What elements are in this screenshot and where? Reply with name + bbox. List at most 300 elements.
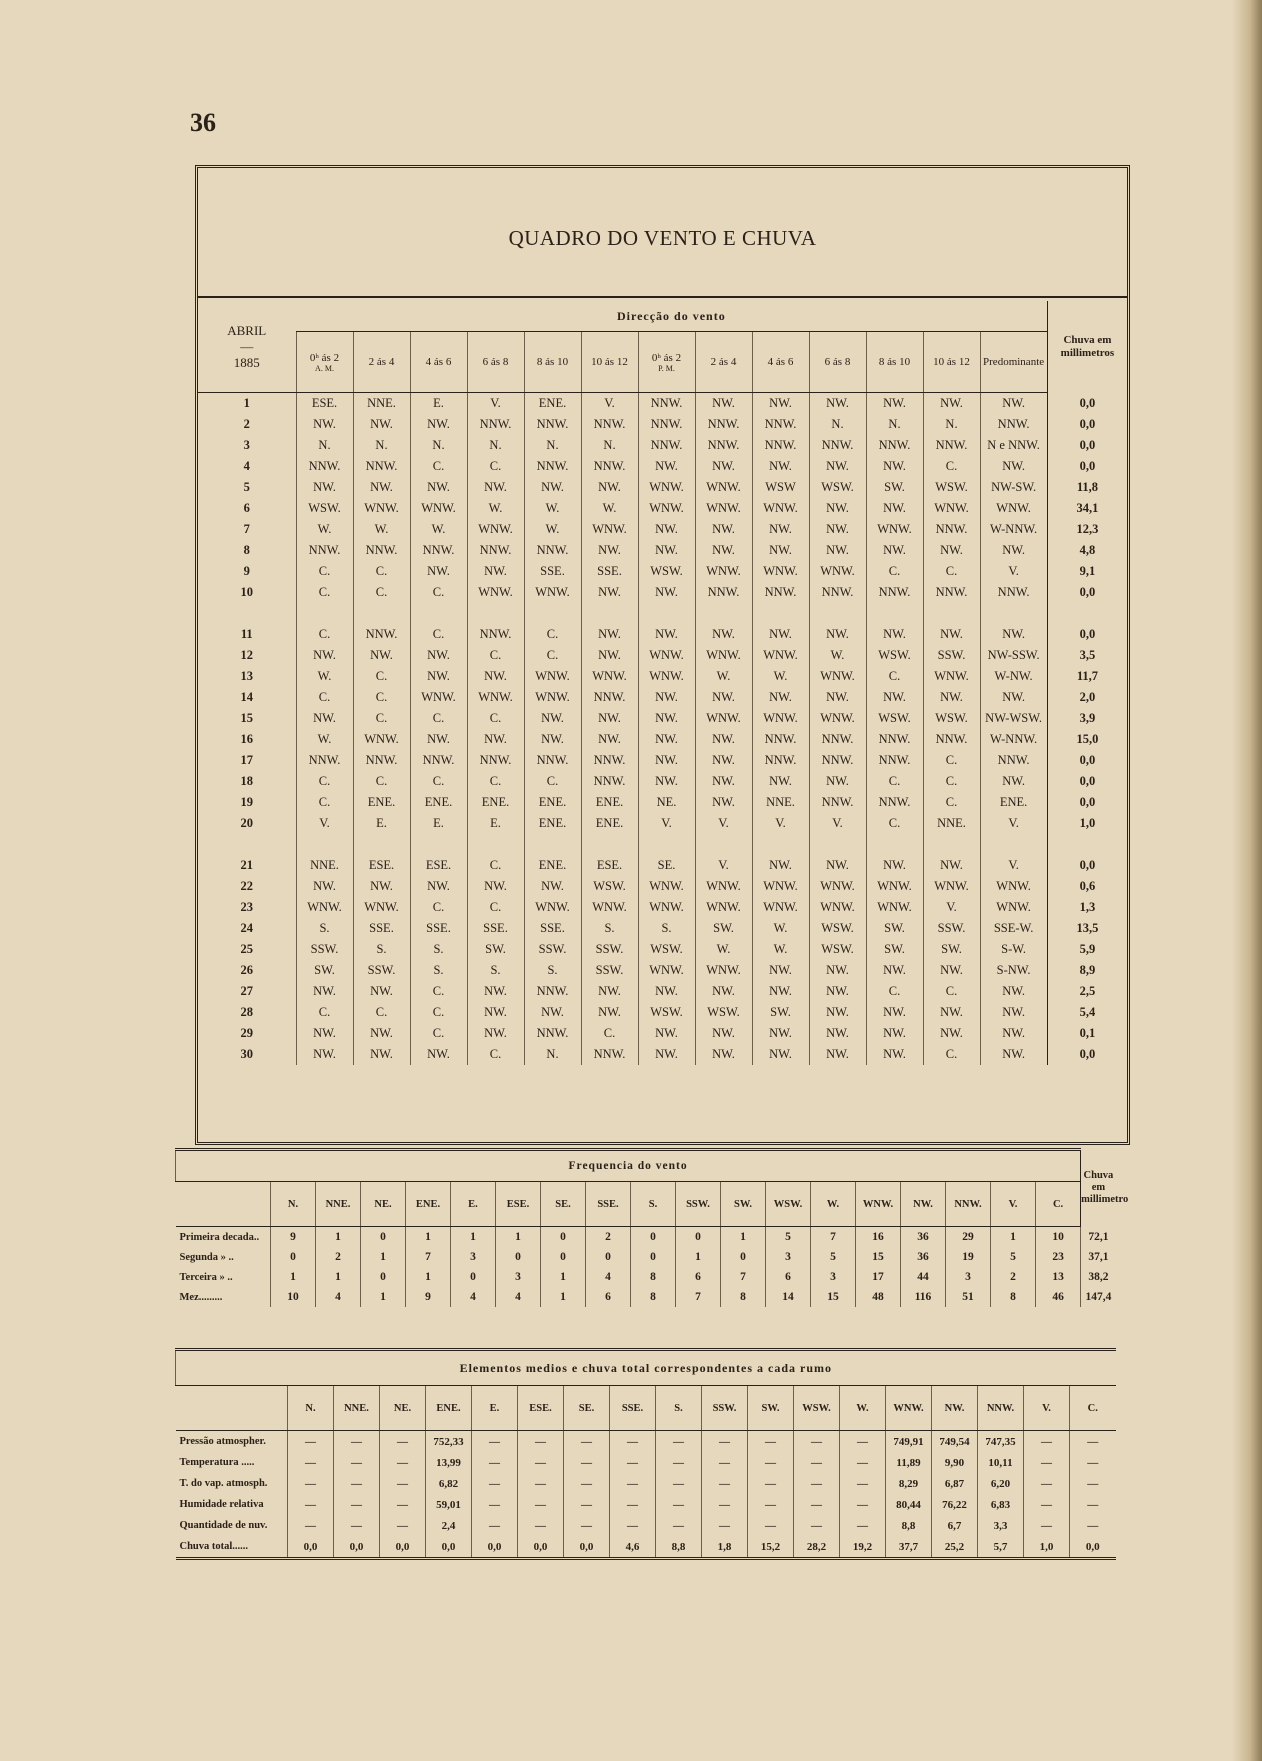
wind-cell: WNW.: [866, 876, 923, 897]
wind-cell: W.: [353, 519, 410, 540]
wind-cell: WSW.: [809, 477, 866, 498]
element-cell: —: [840, 1473, 886, 1494]
wind-cell: W.: [524, 519, 581, 540]
wind-cell: WNW.: [809, 876, 866, 897]
element-cell: 0,0: [472, 1536, 518, 1559]
frequency-cell: 1: [271, 1267, 316, 1287]
wind-cell: NW.: [695, 1023, 752, 1044]
wind-cell: NNW.: [638, 435, 695, 456]
element-cell: 80,44: [886, 1494, 932, 1515]
element-cell: 0,0: [564, 1536, 610, 1559]
wind-cell: C.: [467, 456, 524, 477]
wind-cell: S.: [410, 960, 467, 981]
frequency-cell: 3: [766, 1247, 811, 1267]
element-cell: —: [380, 1515, 426, 1536]
wind-cell: WNW.: [467, 519, 524, 540]
wind-cell: C.: [353, 582, 410, 603]
day-number: 5: [243, 480, 250, 494]
wind-cell: NW.: [467, 561, 524, 582]
frequency-cell: 9: [406, 1287, 451, 1307]
direction-header: SE.: [541, 1182, 586, 1227]
predominant-cell: NW.: [980, 771, 1047, 792]
wind-cell: NW.: [638, 981, 695, 1002]
wind-cell: C.: [353, 708, 410, 729]
direction-group-header: Direcção do vento: [296, 301, 1047, 332]
wind-cell: NW.: [410, 477, 467, 498]
rain-value: 3,9: [1047, 708, 1127, 729]
wind-cell: NW.: [866, 687, 923, 708]
frequency-cell: 19: [946, 1247, 991, 1267]
wind-cell: ENE.: [353, 792, 410, 813]
elements-group-header: Elementos medios e chuva total correspondentes a cada rumo: [176, 1350, 1116, 1386]
element-cell: —: [334, 1431, 380, 1453]
wind-cell: NW.: [809, 1002, 866, 1023]
wind-cell: WNW.: [638, 960, 695, 981]
element-cell: —: [380, 1473, 426, 1494]
frequency-cell: 1: [541, 1267, 586, 1287]
frequency-cell: 1: [451, 1227, 496, 1248]
table-row: [176, 1536, 1116, 1559]
wind-cell: NW.: [467, 477, 524, 498]
wind-cell: NW.: [752, 981, 809, 1002]
element-cell: 0,0: [334, 1536, 380, 1559]
element-cell: —: [840, 1452, 886, 1473]
predominant-cell: NW.: [980, 456, 1047, 477]
frequency-cell: 13: [1036, 1267, 1081, 1287]
column-label: 4 ás 6: [425, 356, 452, 368]
row-label: Pressão atmospher.: [179, 1436, 266, 1447]
day-number: 1: [243, 396, 250, 410]
page-title: QUADRO DO VENTO E CHUVA: [508, 226, 817, 250]
element-cell: —: [610, 1452, 656, 1473]
wind-cell: NW.: [353, 876, 410, 897]
wind-cell: N.: [581, 435, 638, 456]
table-row: [176, 1431, 1116, 1453]
wind-cell: W.: [410, 519, 467, 540]
element-cell: —: [1024, 1494, 1070, 1515]
element-cell: —: [472, 1494, 518, 1515]
element-cell: 2,4: [426, 1515, 472, 1536]
wind-cell: WNW.: [809, 708, 866, 729]
wind-cell: SSE.: [467, 918, 524, 939]
blank-header: [176, 1182, 271, 1227]
predominant-cell: NW.: [980, 624, 1047, 645]
gap-cell: [581, 834, 638, 855]
element-cell: 19,2: [840, 1536, 886, 1559]
wind-cell: N.: [296, 435, 353, 456]
wind-cell: NW.: [581, 1002, 638, 1023]
gap-cell: [581, 603, 638, 624]
wind-cell: W.: [524, 498, 581, 519]
wind-cell: WNW.: [353, 498, 410, 519]
element-cell: 0,0: [380, 1536, 426, 1559]
wind-cell: WNW.: [353, 897, 410, 918]
frequency-group-header: Frequencia do vento: [176, 1150, 1081, 1182]
wind-cell: C.: [410, 1002, 467, 1023]
wind-cell: WNW.: [638, 645, 695, 666]
element-cell: —: [288, 1452, 334, 1473]
wind-cell: NW.: [923, 855, 980, 876]
predominant-cell: V.: [980, 813, 1047, 834]
direction-header: WNW.: [886, 1386, 932, 1431]
frequency-cell: 6: [766, 1267, 811, 1287]
wind-cell: WSW.: [923, 477, 980, 498]
wind-cell: C.: [866, 813, 923, 834]
day-number: 7: [243, 522, 250, 536]
wind-cell: NW.: [695, 456, 752, 477]
wind-cell: NNW.: [923, 729, 980, 750]
wind-cell: NW.: [638, 1044, 695, 1065]
frequency-cell: 6: [676, 1267, 721, 1287]
element-cell: 11,89: [886, 1452, 932, 1473]
wind-cell: NNE.: [353, 393, 410, 415]
element-cell: —: [1070, 1515, 1116, 1536]
frequency-cell: 5: [991, 1247, 1036, 1267]
wind-cell: NW.: [866, 1023, 923, 1044]
wind-cell: NNW.: [467, 540, 524, 561]
wind-cell: NW.: [410, 876, 467, 897]
element-cell: —: [1024, 1515, 1070, 1536]
direction-header: SSW.: [676, 1182, 721, 1227]
frequency-cell: 0: [361, 1267, 406, 1287]
wind-cell: NW.: [467, 666, 524, 687]
direction-header: E.: [472, 1386, 518, 1431]
frequency-cell: 44: [901, 1267, 946, 1287]
table-row: [198, 540, 1127, 561]
frequency-cell: 0: [586, 1247, 631, 1267]
wind-cell: S.: [581, 918, 638, 939]
wind-cell: NNW.: [353, 540, 410, 561]
element-cell: —: [380, 1494, 426, 1515]
wind-cell: NW.: [866, 456, 923, 477]
day-number: 12: [240, 648, 253, 662]
wind-cell: NNW.: [581, 1044, 638, 1065]
wind-cell: NNW.: [809, 729, 866, 750]
frequency-cell: 8: [631, 1267, 676, 1287]
wind-cell: ENE.: [524, 393, 581, 415]
direction-header: ESE.: [496, 1182, 541, 1227]
predominant-cell: NW.: [980, 1023, 1047, 1044]
wind-cell: C.: [353, 687, 410, 708]
frequency-cell: 1: [406, 1227, 451, 1248]
frequency-cell: 15: [811, 1287, 856, 1307]
frequency-cell: 1: [361, 1287, 406, 1307]
element-cell: —: [518, 1515, 564, 1536]
wind-cell: NW.: [638, 771, 695, 792]
wind-cell: WNW.: [638, 666, 695, 687]
wind-cell: NW.: [353, 981, 410, 1002]
element-cell: —: [610, 1431, 656, 1453]
decade-gap: [198, 834, 1127, 855]
element-cell: 9,90: [932, 1452, 978, 1473]
table-row: [198, 981, 1127, 1002]
day-number: 20: [240, 816, 253, 830]
wind-cell: NW.: [695, 687, 752, 708]
element-cell: —: [1070, 1431, 1116, 1453]
column-label: 10 ás 12: [591, 356, 628, 368]
wind-cell: N.: [524, 435, 581, 456]
column-header: [866, 332, 923, 393]
frequency-cell: 0: [676, 1227, 721, 1248]
column-header: [695, 332, 752, 393]
wind-cell: NE.: [638, 792, 695, 813]
rain-value: 1,0: [1047, 813, 1127, 834]
column-label: 6 ás 8: [482, 356, 509, 368]
direction-header: C.: [1070, 1386, 1116, 1431]
wind-cell: NNW.: [581, 750, 638, 771]
wind-cell: NW.: [296, 981, 353, 1002]
wind-cell: WNW.: [524, 582, 581, 603]
element-cell: —: [1024, 1473, 1070, 1494]
frequency-cell: 2: [316, 1247, 361, 1267]
element-cell: —: [748, 1515, 794, 1536]
direction-header: ENE.: [406, 1182, 451, 1227]
wind-cell: NNW.: [809, 750, 866, 771]
table-row: [198, 414, 1127, 435]
frequency-cell: 23: [1036, 1247, 1081, 1267]
wind-cell: S.: [410, 939, 467, 960]
frequency-cell: 3: [811, 1267, 856, 1287]
wind-cell: NW.: [695, 750, 752, 771]
day-number: 29: [240, 1026, 253, 1040]
wind-cell: WNW.: [923, 876, 980, 897]
wind-cell: C.: [923, 1044, 980, 1065]
column-header: [581, 332, 638, 393]
wind-cell: NW.: [638, 1023, 695, 1044]
wind-cell: E.: [410, 813, 467, 834]
predominant-cell: NW-WSW.: [980, 708, 1047, 729]
wind-cell: WSW.: [695, 1002, 752, 1023]
wind-cell: WNW.: [923, 498, 980, 519]
wind-cell: NW.: [809, 687, 866, 708]
wind-cell: WSW.: [638, 561, 695, 582]
element-cell: —: [334, 1473, 380, 1494]
direction-header: NW.: [932, 1386, 978, 1431]
wind-cell: NNW.: [809, 435, 866, 456]
day-number: 3: [243, 438, 250, 452]
predominant-cell: NNW.: [980, 414, 1047, 435]
table-row: [198, 960, 1127, 981]
day-number: 18: [240, 774, 253, 788]
predominant-cell: WNW.: [980, 498, 1047, 519]
wind-cell: ENE.: [581, 813, 638, 834]
frequency-cell: 0: [541, 1227, 586, 1248]
wind-cell: S.: [524, 960, 581, 981]
wind-cell: NNW.: [353, 750, 410, 771]
wind-table-frame: [195, 165, 1130, 1145]
wind-cell: NW.: [695, 393, 752, 415]
frequency-cell: 0: [361, 1227, 406, 1248]
direction-header: E.: [451, 1182, 496, 1227]
column-label: 2 ás 4: [368, 356, 395, 368]
wind-cell: SSW.: [923, 918, 980, 939]
wind-cell: W.: [752, 939, 809, 960]
frequency-cell: 6: [586, 1287, 631, 1307]
wind-cell: NW.: [581, 477, 638, 498]
wind-cell: W.: [695, 939, 752, 960]
table-row: [176, 1494, 1116, 1515]
wind-cell: C.: [410, 456, 467, 477]
frequency-cell: 1: [676, 1247, 721, 1267]
table-row: [198, 393, 1127, 415]
direction-header: N.: [288, 1386, 334, 1431]
rain-value: 5,9: [1047, 939, 1127, 960]
wind-cell: NW.: [695, 519, 752, 540]
element-cell: 0,0: [518, 1536, 564, 1559]
frequency-cell: 29: [946, 1227, 991, 1248]
day-number: 6: [243, 501, 250, 515]
wind-cell: NW.: [752, 855, 809, 876]
wind-cell: SSE.: [410, 918, 467, 939]
wind-cell: C.: [866, 981, 923, 1002]
wind-cell: C.: [353, 666, 410, 687]
wind-cell: NW.: [809, 855, 866, 876]
element-cell: 15,2: [748, 1536, 794, 1559]
wind-cell: NW.: [638, 750, 695, 771]
gap-cell: [980, 834, 1047, 855]
wind-cell: WNW.: [695, 498, 752, 519]
wind-cell: S.: [467, 960, 524, 981]
element-cell: 13,99: [426, 1452, 472, 1473]
rain-value: 0,0: [1047, 456, 1127, 477]
wind-cell: NW.: [866, 1002, 923, 1023]
wind-cell: C.: [410, 582, 467, 603]
wind-cell: C.: [353, 771, 410, 792]
element-cell: —: [748, 1473, 794, 1494]
wind-cell: C.: [923, 771, 980, 792]
element-cell: 4,6: [610, 1536, 656, 1559]
wind-cell: NW.: [353, 1044, 410, 1065]
direction-header: ESE.: [518, 1386, 564, 1431]
wind-cell: C.: [866, 561, 923, 582]
frequency-cell: 1: [406, 1267, 451, 1287]
column-label: 2 ás 4: [710, 356, 737, 368]
wind-cell: SW.: [866, 477, 923, 498]
wind-cell: WNW.: [752, 498, 809, 519]
rain-value: 8,9: [1047, 960, 1127, 981]
table-row: [198, 939, 1127, 960]
wind-cell: NW.: [638, 708, 695, 729]
predominant-cell: N e NNW.: [980, 435, 1047, 456]
element-cell: 8,8: [656, 1536, 702, 1559]
gap-cell: [638, 834, 695, 855]
frequency-cell: 0: [451, 1267, 496, 1287]
element-cell: —: [564, 1431, 610, 1453]
row-label: Chuva total......: [179, 1541, 249, 1552]
day-number: 21: [240, 858, 253, 872]
wind-cell: W.: [752, 666, 809, 687]
wind-cell: NW.: [752, 960, 809, 981]
element-cell: 0,0: [1070, 1536, 1116, 1559]
wind-cell: NW.: [809, 771, 866, 792]
wind-cell: NNW.: [866, 750, 923, 771]
wind-cell: C.: [296, 582, 353, 603]
element-cell: —: [748, 1431, 794, 1453]
frequency-cell: 8: [991, 1287, 1036, 1307]
rain-value: 13,5: [1047, 918, 1127, 939]
wind-cell: WNW.: [752, 876, 809, 897]
element-cell: 0,0: [426, 1536, 472, 1559]
wind-cell: C.: [866, 771, 923, 792]
day-number: 27: [240, 984, 253, 998]
wind-cell: NW.: [809, 960, 866, 981]
table-row: [198, 897, 1127, 918]
wind-cell: E.: [410, 393, 467, 415]
wind-cell: NW.: [866, 855, 923, 876]
element-cell: —: [656, 1452, 702, 1473]
element-cell: —: [840, 1494, 886, 1515]
wind-cell: W.: [296, 729, 353, 750]
wind-cell: N.: [524, 1044, 581, 1065]
wind-cell: NW.: [581, 582, 638, 603]
day-number: 4: [243, 459, 250, 473]
column-header: [638, 332, 695, 393]
wind-cell: NW.: [353, 645, 410, 666]
column-label: 10 ás 12: [933, 356, 970, 368]
wind-cell: SW.: [923, 939, 980, 960]
element-cell: —: [472, 1452, 518, 1473]
rain-value: 1,3: [1047, 897, 1127, 918]
wind-cell: SSW.: [353, 960, 410, 981]
wind-cell: NNW.: [638, 393, 695, 415]
wind-cell: WSW.: [581, 876, 638, 897]
wind-cell: SW.: [752, 1002, 809, 1023]
wind-cell: C.: [923, 981, 980, 1002]
wind-cell: V.: [581, 393, 638, 415]
wind-cell: C.: [410, 624, 467, 645]
wind-cell: NW.: [296, 1023, 353, 1044]
wind-cell: WNW.: [752, 561, 809, 582]
table-row: [198, 1044, 1127, 1065]
rain-total: 147,4: [1081, 1287, 1116, 1307]
wind-cell: NW.: [809, 393, 866, 415]
table-row: [198, 792, 1127, 813]
wind-cell: NW.: [581, 708, 638, 729]
wind-cell: WNW.: [695, 876, 752, 897]
day-number: 13: [240, 669, 253, 683]
element-cell: —: [380, 1431, 426, 1453]
wind-cell: SW.: [866, 918, 923, 939]
wind-cell: WNW.: [581, 897, 638, 918]
table-row: [198, 1002, 1127, 1023]
page-number: 36: [190, 108, 216, 137]
frequency-cell: 14: [766, 1287, 811, 1307]
element-cell: 747,35: [978, 1431, 1024, 1453]
wind-cell: ESE.: [410, 855, 467, 876]
wind-cell: NNW.: [296, 456, 353, 477]
wind-cell: WNW.: [581, 519, 638, 540]
wind-cell: WNW.: [638, 876, 695, 897]
wind-cell: NW.: [866, 498, 923, 519]
rain-value: 0,0: [1047, 582, 1127, 603]
wind-cell: NW.: [581, 540, 638, 561]
frequency-cell: 4: [316, 1287, 361, 1307]
gap-cell: [198, 603, 296, 624]
wind-cell: C.: [467, 771, 524, 792]
direction-header: SE.: [564, 1386, 610, 1431]
wind-cell: WNW.: [524, 666, 581, 687]
wind-cell: NW.: [638, 582, 695, 603]
element-cell: —: [1070, 1452, 1116, 1473]
wind-cell: NNW.: [923, 435, 980, 456]
rain-value: 5,4: [1047, 1002, 1127, 1023]
wind-cell: WNW.: [695, 645, 752, 666]
frequency-cell: 0: [541, 1247, 586, 1267]
decade-gap: [198, 603, 1127, 624]
wind-cell: ENE.: [581, 792, 638, 813]
month-header: [198, 301, 296, 393]
wind-cell: NNW.: [581, 456, 638, 477]
